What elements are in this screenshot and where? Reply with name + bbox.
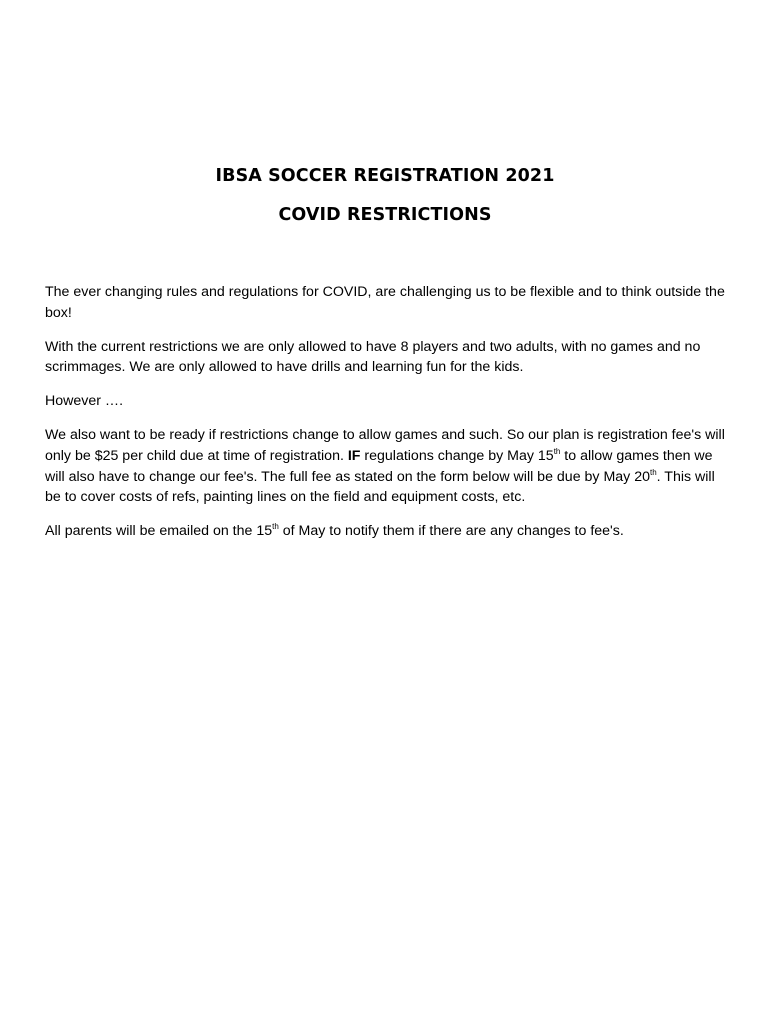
fees-text-part: . This will be to cover costs of refs, painting lines on the field and equipment costs, etc. — [45, 468, 715, 506]
paragraph-however: However …. — [45, 393, 124, 410]
notification-text-part: of May to notify them if there are any changes to fee's. — [278, 523, 624, 540]
ordinal-suffix: th — [649, 467, 657, 477]
notification-text-part: All parents will be emailed on the 15 — [45, 523, 273, 540]
paragraph-notification — [45, 521, 730, 542]
document-body — [45, 282, 730, 555]
document-subtitle: COVID RESTRICTIONS — [278, 205, 492, 225]
ordinal-suffix: th — [272, 522, 279, 532]
fees-text-part: regulations change by May 15 — [360, 447, 554, 464]
fees-text-part: We also want to be ready if restrictions change to allow games and such. So our plan is registration fee's will only be $25 per child due at time of registration. — [45, 426, 725, 464]
fees-text-part: to allow games then we will also have to change our fee's. The full fee as stated on the form below will be due by May 20 — [45, 447, 713, 485]
fees-if-emphasis: IF — [347, 447, 361, 464]
paragraph-restrictions: With the current restrictions we are only allowed to have 8 players and two adults, with no games and no scrimmages. We are only allowed to have drills and learning fun for the kids. — [45, 338, 701, 376]
paragraph-registration-fees — [45, 425, 730, 508]
document-title: IBSA SOCCER REGISTRATION 2021 — [215, 166, 555, 186]
ordinal-suffix: th — [553, 446, 561, 456]
paragraph-intro: The ever changing rules and regulations for COVID, are challenging us to be flexible and to think outside the box! — [45, 284, 725, 321]
